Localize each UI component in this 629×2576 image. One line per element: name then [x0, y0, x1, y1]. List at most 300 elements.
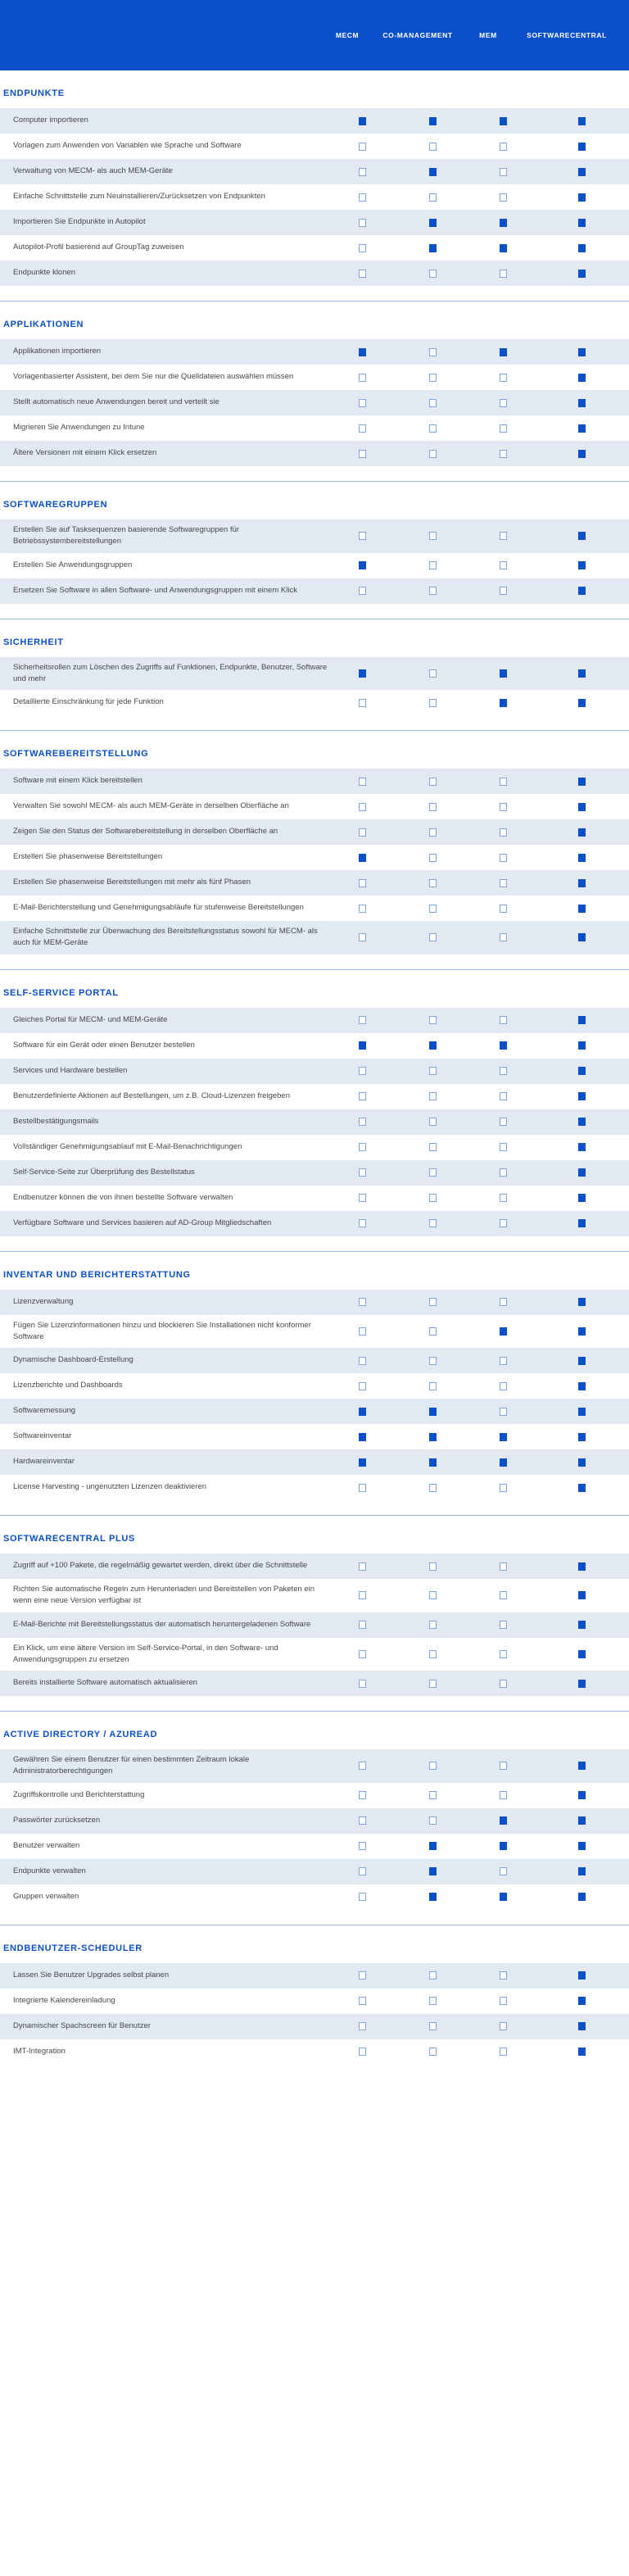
section-endbenutzer-scheduler	[0, 1925, 629, 2065]
checkbox-checked-icon	[578, 1041, 586, 1050]
checkbox-unchecked-icon	[359, 1842, 366, 1850]
cell-group	[331, 270, 629, 278]
checkbox-unchecked-icon	[500, 1092, 507, 1100]
checkbox-unchecked-icon	[429, 561, 437, 569]
feature-label: Bestellbestätigungsmails	[13, 1116, 99, 1126]
cell-mem	[472, 699, 534, 707]
checkbox-checked-icon	[578, 450, 586, 458]
cell-softwarecentral	[534, 561, 629, 569]
cell-mecm	[331, 1433, 393, 1441]
cell-mem	[472, 399, 534, 407]
checkbox-checked-icon	[578, 143, 586, 151]
cell-co-management	[393, 587, 472, 595]
feature-label: Detaillierte Einschränkung für jede Funktion	[13, 697, 164, 707]
cell-co-management	[393, 399, 472, 407]
cell-mem	[472, 143, 534, 151]
checkbox-checked-icon	[578, 905, 586, 913]
section-title: ACTIVE DIRECTORY / AZUREAD	[3, 1730, 158, 1739]
checkbox-unchecked-icon	[500, 1382, 507, 1390]
cell-softwarecentral	[534, 1650, 629, 1658]
checkbox-unchecked-icon	[359, 270, 366, 278]
checkbox-unchecked-icon	[429, 1484, 437, 1492]
table-row	[0, 870, 629, 896]
table-row	[0, 1963, 629, 1989]
cell-softwarecentral	[534, 1680, 629, 1688]
checkbox-unchecked-icon	[359, 933, 366, 941]
cell-co-management	[393, 424, 472, 433]
checkbox-checked-icon	[578, 1591, 586, 1599]
feature-label: License Harvesting - ungenutzten Lizenzen deaktivieren	[13, 1482, 207, 1492]
checkbox-checked-icon	[500, 348, 507, 356]
cell-co-management	[393, 1650, 472, 1658]
cell-group	[331, 1067, 629, 1075]
cell-mecm	[331, 193, 393, 202]
checkbox-unchecked-icon	[429, 193, 437, 202]
checkbox-checked-icon	[578, 879, 586, 887]
checkbox-checked-icon	[578, 669, 586, 678]
checkbox-unchecked-icon	[500, 778, 507, 786]
feature-label: Dynamische Dashboard-Erstellung	[13, 1355, 133, 1365]
checkbox-unchecked-icon	[429, 1168, 437, 1177]
cell-softwarecentral	[534, 699, 629, 707]
checkbox-checked-icon	[578, 1816, 586, 1825]
table-row	[0, 553, 629, 578]
cell-co-management	[393, 1092, 472, 1100]
checkbox-unchecked-icon	[429, 1298, 437, 1306]
checkbox-checked-icon	[578, 244, 586, 252]
cell-co-management	[393, 1867, 472, 1875]
checkbox-unchecked-icon	[359, 193, 366, 202]
cell-group	[331, 1680, 629, 1688]
cell-mecm	[331, 143, 393, 151]
cell-co-management	[393, 1971, 472, 1980]
cell-mecm	[331, 828, 393, 837]
checkbox-checked-icon	[578, 270, 586, 278]
checkbox-checked-icon	[578, 1357, 586, 1365]
checkbox-unchecked-icon	[359, 219, 366, 227]
checkbox-unchecked-icon	[500, 561, 507, 569]
cell-group	[331, 1041, 629, 1050]
cell-co-management	[393, 143, 472, 151]
table-row	[0, 390, 629, 415]
cell-co-management	[393, 1458, 472, 1467]
cell-mem	[472, 168, 534, 176]
table-row	[0, 1109, 629, 1135]
checkbox-unchecked-icon	[429, 1143, 437, 1151]
checkbox-unchecked-icon	[429, 1762, 437, 1770]
cell-mecm	[331, 1791, 393, 1799]
section-inventar-und-berichterstattung	[0, 1252, 629, 1517]
cell-softwarecentral	[534, 778, 629, 786]
cell-softwarecentral	[534, 1867, 629, 1875]
cell-mecm	[331, 399, 393, 407]
cell-co-management	[393, 1408, 472, 1416]
checkbox-checked-icon	[578, 2022, 586, 2030]
checkbox-unchecked-icon	[359, 1168, 366, 1177]
checkbox-checked-icon	[578, 1762, 586, 1770]
feature-label: IMT-Integration	[13, 2046, 66, 2056]
table-row	[0, 108, 629, 134]
feature-label: Erstellen Sie Anwendungsgruppen	[13, 560, 133, 569]
section-title: ENDBENUTZER-SCHEDULER	[3, 1943, 143, 1953]
cell-co-management	[393, 1562, 472, 1571]
checkbox-unchecked-icon	[359, 168, 366, 176]
checkbox-unchecked-icon	[429, 587, 437, 595]
checkbox-unchecked-icon	[359, 1092, 366, 1100]
cell-group	[331, 933, 629, 941]
cell-co-management	[393, 699, 472, 707]
cell-co-management	[393, 1484, 472, 1492]
checkbox-checked-icon	[359, 1408, 366, 1416]
bottom-spacer	[0, 2065, 629, 2079]
cell-group	[331, 424, 629, 433]
table-row	[0, 210, 629, 235]
cell-mem	[472, 1867, 534, 1875]
checkbox-checked-icon	[578, 1621, 586, 1629]
feature-label: Endbenutzer können die von ihnen bestellte Software verwalten	[13, 1192, 233, 1202]
feature-label: Ersetzen Sie Software in allen Software- und Anwendungsgruppen mit einem Klick	[13, 585, 297, 595]
checkbox-unchecked-icon	[500, 1997, 507, 2005]
section-title: SELF-SERVICE PORTAL	[3, 987, 119, 998]
checkbox-unchecked-icon	[359, 1484, 366, 1492]
cell-mem	[472, 2048, 534, 2056]
checkbox-unchecked-icon	[500, 803, 507, 811]
section-endpunkte	[0, 70, 629, 302]
cell-mecm	[331, 1484, 393, 1492]
checkbox-unchecked-icon	[500, 1591, 507, 1599]
feature-label: Verwalten Sie sowohl MECM- als auch MEM-Geräte in derselben Oberfläche an	[13, 801, 289, 811]
cell-co-management	[393, 1433, 472, 1441]
cell-co-management	[393, 1893, 472, 1901]
cell-mecm	[331, 117, 393, 125]
cell-group	[331, 1893, 629, 1901]
feature-label: Integrierte Kalendereinladung	[13, 1995, 115, 2005]
checkbox-checked-icon	[578, 1298, 586, 1306]
section-title: SOFTWARECENTRAL PLUS	[3, 1534, 136, 1544]
cell-co-management	[393, 1143, 472, 1151]
checkbox-unchecked-icon	[359, 1562, 366, 1571]
cell-co-management	[393, 1327, 472, 1336]
checkbox-unchecked-icon	[429, 1680, 437, 1688]
cell-co-management	[393, 1842, 472, 1850]
table-row	[0, 1884, 629, 1910]
checkbox-checked-icon	[500, 1458, 507, 1467]
checkbox-unchecked-icon	[359, 1971, 366, 1980]
checkbox-unchecked-icon	[359, 450, 366, 458]
feature-label: Zugriffskontrolle und Berichterstattung	[13, 1789, 145, 1799]
checkbox-unchecked-icon	[359, 1016, 366, 1024]
cell-mecm	[331, 1893, 393, 1901]
cell-mem	[472, 532, 534, 540]
cell-group	[331, 1484, 629, 1492]
cell-mecm	[331, 778, 393, 786]
checkbox-unchecked-icon	[429, 374, 437, 382]
checkbox-checked-icon	[500, 1327, 507, 1336]
cell-mecm	[331, 933, 393, 941]
feature-label: Erstellen Sie phasenweise Bereitstellungen	[13, 852, 163, 862]
sections-container	[0, 70, 629, 2065]
cell-mecm	[331, 244, 393, 252]
cell-mem	[472, 450, 534, 458]
cell-co-management	[393, 1816, 472, 1825]
checkbox-checked-icon	[578, 854, 586, 862]
cell-mem	[472, 374, 534, 382]
cell-softwarecentral	[534, 1458, 629, 1467]
checkbox-unchecked-icon	[359, 1762, 366, 1770]
cell-softwarecentral	[534, 450, 629, 458]
cell-co-management	[393, 1591, 472, 1599]
cell-mem	[472, 1816, 534, 1825]
cell-mem	[472, 1168, 534, 1177]
checkbox-checked-icon	[578, 348, 586, 356]
checkbox-checked-icon	[578, 1893, 586, 1901]
cell-mecm	[331, 219, 393, 227]
cell-mem	[472, 933, 534, 941]
column-header-mecm: MECM	[335, 31, 360, 39]
cell-group	[331, 399, 629, 407]
cell-co-management	[393, 561, 472, 569]
cell-co-management	[393, 879, 472, 887]
checkbox-unchecked-icon	[429, 1327, 437, 1336]
table-row	[0, 1348, 629, 1373]
cell-mem	[472, 1194, 534, 1202]
cell-mem	[472, 1298, 534, 1306]
header-column-group	[316, 31, 614, 39]
feature-label: Gewähren Sie einem Benutzer für einen bestimmten Zeitraum lokale Administratorberechtigungen	[13, 1755, 250, 1776]
cell-mecm	[331, 1143, 393, 1151]
cell-mem	[472, 1016, 534, 1024]
cell-softwarecentral	[534, 1041, 629, 1050]
cell-group	[331, 1591, 629, 1599]
checkbox-unchecked-icon	[359, 1867, 366, 1875]
cell-group	[331, 1650, 629, 1658]
cell-softwarecentral	[534, 117, 629, 125]
checkbox-checked-icon	[500, 219, 507, 227]
checkbox-checked-icon	[578, 117, 586, 125]
checkbox-unchecked-icon	[500, 854, 507, 862]
checkbox-unchecked-icon	[500, 168, 507, 176]
cell-softwarecentral	[534, 1762, 629, 1770]
table-row	[0, 921, 629, 955]
feature-label: Lizenzberichte und Dashboards	[13, 1381, 123, 1390]
cell-softwarecentral	[534, 374, 629, 382]
cell-group	[331, 1842, 629, 1850]
cell-softwarecentral	[534, 854, 629, 862]
checkbox-checked-icon	[429, 244, 437, 252]
cell-softwarecentral	[534, 1298, 629, 1306]
cell-mecm	[331, 1041, 393, 1050]
checkbox-checked-icon	[359, 1041, 366, 1050]
table-row	[0, 1315, 629, 1349]
cell-group	[331, 561, 629, 569]
feature-label: Self-Service-Seite zur Überprüfung des Bestellstatus	[13, 1167, 195, 1177]
feature-label: Vorlagenbasierter Assistent, bei dem Sie nur die Quelldateien auswählen müssen	[13, 372, 294, 382]
cell-softwarecentral	[534, 270, 629, 278]
checkbox-unchecked-icon	[500, 1867, 507, 1875]
section-applikationen	[0, 302, 629, 482]
cell-group	[331, 1219, 629, 1227]
cell-mecm	[331, 1867, 393, 1875]
cell-group	[331, 1168, 629, 1177]
feature-label: Software mit einem Klick bereitstellen	[13, 776, 143, 786]
checkbox-checked-icon	[578, 1433, 586, 1441]
table-row	[0, 1373, 629, 1399]
cell-group	[331, 1408, 629, 1416]
checkbox-unchecked-icon	[500, 1621, 507, 1629]
cell-softwarecentral	[534, 1791, 629, 1799]
checkbox-unchecked-icon	[500, 143, 507, 151]
checkbox-unchecked-icon	[500, 374, 507, 382]
section-sicherheit	[0, 619, 629, 732]
table-row	[0, 1211, 629, 1236]
checkbox-unchecked-icon	[429, 450, 437, 458]
cell-group	[331, 374, 629, 382]
cell-group	[331, 1971, 629, 1980]
checkbox-unchecked-icon	[429, 348, 437, 356]
cell-co-management	[393, 219, 472, 227]
checkbox-unchecked-icon	[500, 1484, 507, 1492]
cell-co-management	[393, 1357, 472, 1365]
cell-mecm	[331, 424, 393, 433]
checkbox-unchecked-icon	[359, 2022, 366, 2030]
checkbox-checked-icon	[578, 561, 586, 569]
feature-label: Vorlagen zum Anwenden von Variablen wie Sprache und Software	[13, 141, 242, 151]
checkbox-unchecked-icon	[359, 399, 366, 407]
cell-mem	[472, 1791, 534, 1799]
checkbox-unchecked-icon	[500, 1067, 507, 1075]
cell-mem	[472, 117, 534, 125]
checkbox-checked-icon	[500, 117, 507, 125]
checkbox-unchecked-icon	[359, 532, 366, 540]
checkbox-unchecked-icon	[429, 143, 437, 151]
cell-group	[331, 219, 629, 227]
section-softwaregruppen	[0, 482, 629, 619]
checkbox-unchecked-icon	[429, 905, 437, 913]
cell-mem	[472, 1433, 534, 1441]
cell-group	[331, 699, 629, 707]
cell-group	[331, 905, 629, 913]
checkbox-checked-icon	[359, 348, 366, 356]
cell-mem	[472, 2022, 534, 2030]
cell-co-management	[393, 669, 472, 678]
cell-co-management	[393, 1997, 472, 2005]
cell-mem	[472, 1997, 534, 2005]
checkbox-unchecked-icon	[500, 399, 507, 407]
checkbox-unchecked-icon	[429, 2048, 437, 2056]
feature-label: Sicherheitsrollen zum Löschen des Zugriffs auf Funktionen, Endpunkte, Benutzer, Software und mehr	[13, 662, 328, 683]
checkbox-checked-icon	[578, 1327, 586, 1336]
cell-group	[331, 450, 629, 458]
cell-softwarecentral	[534, 1357, 629, 1365]
cell-mem	[472, 348, 534, 356]
cell-softwarecentral	[534, 1168, 629, 1177]
checkbox-unchecked-icon	[359, 1194, 366, 1202]
table-row	[0, 159, 629, 184]
cell-mem	[472, 1458, 534, 1467]
cell-softwarecentral	[534, 879, 629, 887]
table-row	[0, 1399, 629, 1424]
checkbox-checked-icon	[500, 1893, 507, 1901]
cell-mem	[472, 1591, 534, 1599]
cell-co-management	[393, 854, 472, 862]
cell-softwarecentral	[534, 193, 629, 202]
cell-co-management	[393, 1168, 472, 1177]
cell-group	[331, 143, 629, 151]
column-header-softwarecentral: SOFTWARECENTRAL	[527, 31, 607, 39]
table-row	[0, 1859, 629, 1884]
cell-co-management	[393, 1791, 472, 1799]
checkbox-unchecked-icon	[500, 1016, 507, 1024]
section-softwarecentral-plus	[0, 1516, 629, 1712]
checkbox-unchecked-icon	[429, 778, 437, 786]
checkbox-unchecked-icon	[359, 1650, 366, 1658]
cell-mecm	[331, 1762, 393, 1770]
checkbox-unchecked-icon	[500, 587, 507, 595]
table-row	[0, 261, 629, 286]
cell-mecm	[331, 879, 393, 887]
checkbox-unchecked-icon	[500, 270, 507, 278]
cell-co-management	[393, 117, 472, 125]
feature-label: Gruppen verwalten	[13, 1891, 79, 1901]
checkbox-checked-icon	[500, 699, 507, 707]
cell-mecm	[331, 168, 393, 176]
cell-group	[331, 854, 629, 862]
table-row	[0, 519, 629, 553]
table-row	[0, 1160, 629, 1186]
feature-label: Hardwareinventar	[13, 1457, 75, 1467]
cell-co-management	[393, 1762, 472, 1770]
cell-mecm	[331, 532, 393, 540]
checkbox-unchecked-icon	[429, 1816, 437, 1825]
cell-mem	[472, 1382, 534, 1390]
checkbox-unchecked-icon	[359, 374, 366, 382]
checkbox-unchecked-icon	[500, 450, 507, 458]
checkbox-unchecked-icon	[359, 1997, 366, 2005]
checkbox-unchecked-icon	[500, 1650, 507, 1658]
cell-mem	[472, 1357, 534, 1365]
table-row	[0, 1084, 629, 1109]
feature-label: Ältere Versionen mit einem Klick ersetzen	[13, 448, 157, 458]
checkbox-checked-icon	[578, 2048, 586, 2056]
cell-mem	[472, 854, 534, 862]
table-row	[0, 1449, 629, 1475]
cell-mecm	[331, 1357, 393, 1365]
section-title: APPLIKATIONEN	[3, 320, 84, 329]
cell-co-management	[393, 1016, 472, 1024]
table-row	[0, 1290, 629, 1315]
cell-mem	[472, 1893, 534, 1901]
cell-group	[331, 803, 629, 811]
cell-co-management	[393, 168, 472, 176]
cell-group	[331, 1382, 629, 1390]
cell-mecm	[331, 1971, 393, 1980]
section-softwarebereitstellung	[0, 731, 629, 970]
cell-softwarecentral	[534, 424, 629, 433]
table-row	[0, 1008, 629, 1033]
checkbox-checked-icon	[578, 803, 586, 811]
checkbox-checked-icon	[359, 854, 366, 862]
cell-softwarecentral	[534, 1816, 629, 1825]
cell-softwarecentral	[534, 1327, 629, 1336]
checkbox-checked-icon	[578, 1562, 586, 1571]
checkbox-checked-icon	[429, 1458, 437, 1467]
feature-label: Erstellen Sie phasenweise Bereitstellungen mit mehr als fünf Phasen	[13, 878, 251, 887]
checkbox-checked-icon	[578, 1484, 586, 1492]
cell-mecm	[331, 1621, 393, 1629]
cell-mem	[472, 1562, 534, 1571]
cell-softwarecentral	[534, 532, 629, 540]
feature-label: Autopilot-Profil basierend auf GroupTag zuweisen	[13, 243, 184, 252]
